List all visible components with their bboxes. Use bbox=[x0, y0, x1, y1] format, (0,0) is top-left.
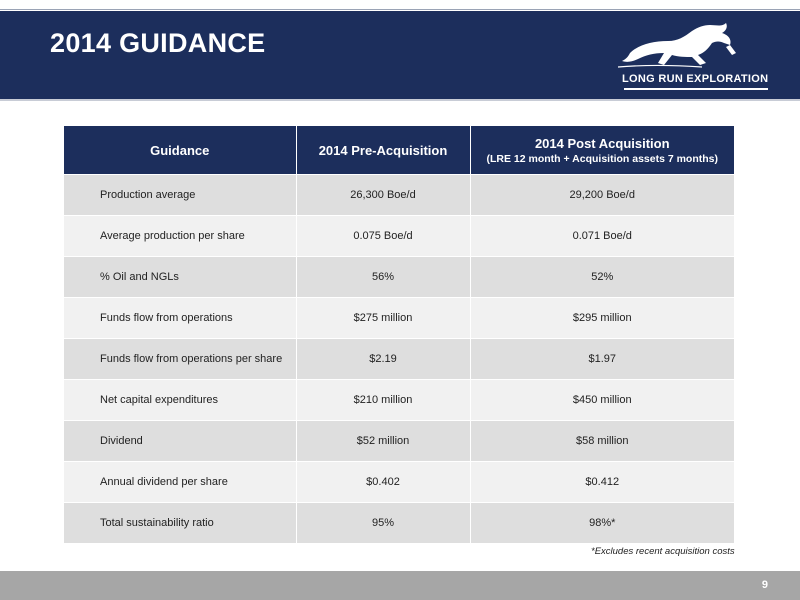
pre-acquisition-value: $210 million bbox=[296, 380, 470, 421]
slide-header bbox=[0, 11, 800, 99]
header-post-acquisition bbox=[470, 126, 734, 175]
logo-underline bbox=[624, 88, 768, 90]
footnote: *Excludes recent acquisition costs bbox=[591, 546, 735, 557]
post-acquisition-value: 98%* bbox=[470, 503, 734, 544]
page-number: 9 bbox=[761, 579, 768, 591]
pre-acquisition-value: $52 million bbox=[296, 421, 470, 462]
row-label: % Oil and NGLs bbox=[64, 257, 296, 298]
table-row bbox=[64, 175, 734, 216]
table-row bbox=[64, 298, 734, 339]
row-label: Total sustainability ratio bbox=[64, 503, 296, 544]
table-row bbox=[64, 257, 734, 298]
pre-acquisition-value: 26,300 Boe/d bbox=[296, 175, 470, 216]
post-acquisition-value: $58 million bbox=[470, 421, 734, 462]
top-divider-line bbox=[0, 9, 800, 10]
post-acquisition-value: $450 million bbox=[470, 380, 734, 421]
footer-bar bbox=[0, 571, 800, 600]
header-shadow-line bbox=[0, 99, 800, 101]
row-label: Funds flow from operations bbox=[64, 298, 296, 339]
pre-acquisition-value: $275 million bbox=[296, 298, 470, 339]
table-row bbox=[64, 462, 734, 503]
pre-acquisition-value: $0.402 bbox=[296, 462, 470, 503]
table-row bbox=[64, 503, 734, 544]
header-guidance: Guidance bbox=[64, 126, 296, 175]
table-row bbox=[64, 216, 734, 257]
row-label: Annual dividend per share bbox=[64, 462, 296, 503]
header-pre-acquisition: 2014 Pre-Acquisition bbox=[296, 126, 470, 175]
table-row bbox=[64, 339, 734, 380]
row-label: Production average bbox=[64, 175, 296, 216]
header-post-acquisition-title: 2014 Post Acquisition bbox=[534, 135, 670, 151]
table-row bbox=[64, 421, 734, 462]
pre-acquisition-value: $2.19 bbox=[296, 339, 470, 380]
table-header-row bbox=[64, 126, 734, 175]
logo-wordmark: LONG RUN EXPLORATION bbox=[622, 73, 769, 85]
page-title: 2014 GUIDANCE bbox=[50, 28, 266, 58]
company-logo bbox=[612, 19, 772, 95]
post-acquisition-value: $1.97 bbox=[470, 339, 734, 380]
pre-acquisition-value: 95% bbox=[296, 503, 470, 544]
post-acquisition-value: $0.412 bbox=[470, 462, 734, 503]
post-acquisition-value: 29,200 Boe/d bbox=[470, 175, 734, 216]
post-acquisition-value: 0.071 Boe/d bbox=[470, 216, 734, 257]
post-acquisition-value: 52% bbox=[470, 257, 734, 298]
row-label: Net capital expenditures bbox=[64, 380, 296, 421]
row-label: Funds flow from operations per share bbox=[64, 339, 296, 380]
post-acquisition-value: $295 million bbox=[470, 298, 734, 339]
header-post-acquisition-subtitle: (LRE 12 month + Acquisition assets 7 months) bbox=[486, 152, 719, 165]
row-label: Average production per share bbox=[64, 216, 296, 257]
guidance-table bbox=[64, 126, 734, 543]
horse-logo-icon bbox=[612, 19, 772, 75]
pre-acquisition-value: 56% bbox=[296, 257, 470, 298]
row-label: Dividend bbox=[64, 421, 296, 462]
pre-acquisition-value: 0.075 Boe/d bbox=[296, 216, 470, 257]
table-row bbox=[64, 380, 734, 421]
